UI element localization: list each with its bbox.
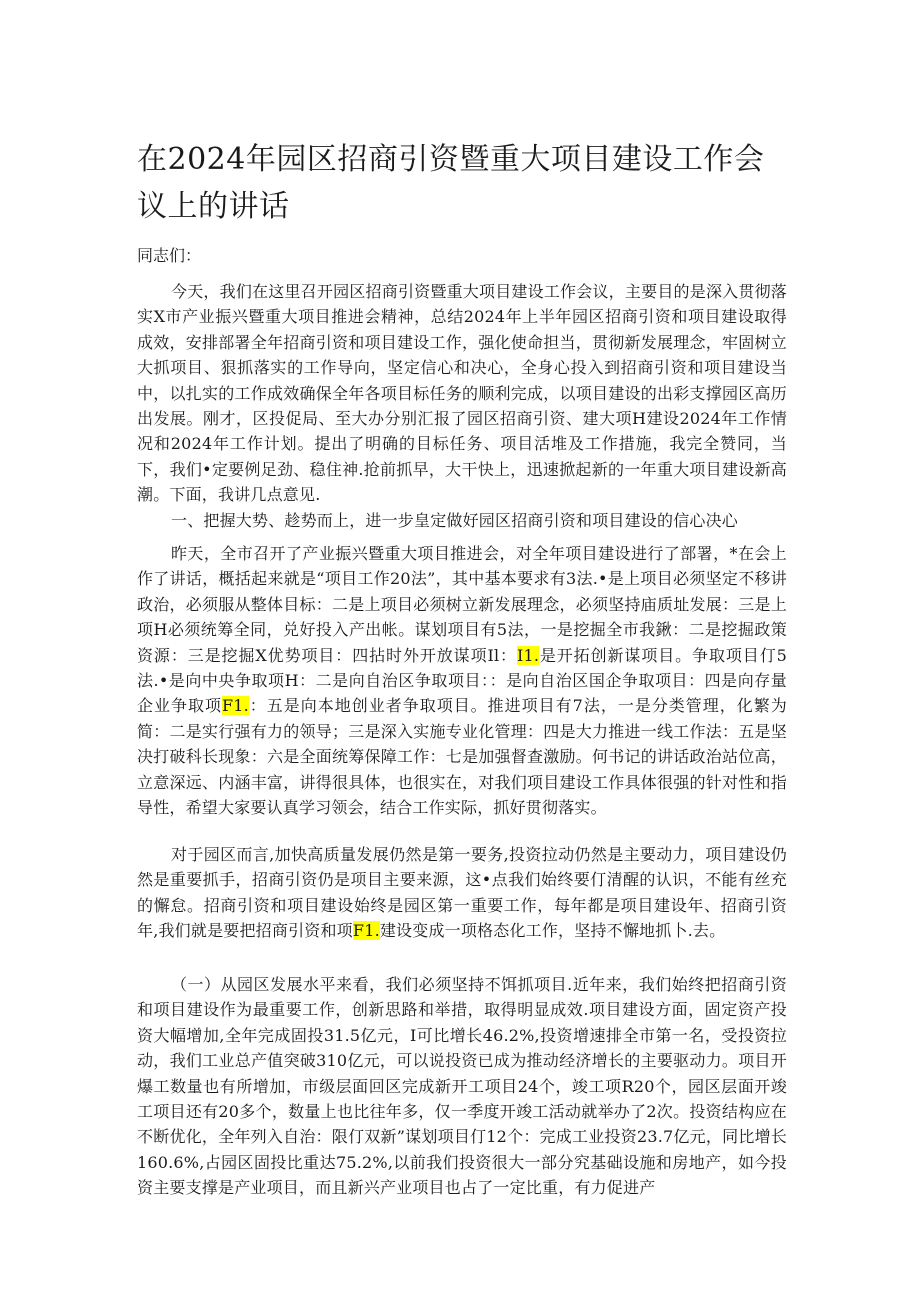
paragraph-text: ：五是向本地创业者争取项目。推进项目有7法，一是分类管理，化繁为简：二是实行强有力的领导；三是深入实施专业化管理：四是大力推进一线工作法：五是坚决打破科长现象：六是全面统筹保障工作：七是加强督查激励。何书记的讲话政治站位高，立意深远、内涵丰富，讲得很具体，也很实在，对我们项目建设工作具体很强的针对性和指导性，希望大家要认真学习领会，结合工作实际，抓好贯彻落实。: [137, 696, 787, 818]
section-heading-1: 一、把握大势、趁势而上，进一步皇定做好园区招商引资和项目建设的信心决心: [171, 511, 739, 530]
paragraph-text: 建设变成一项格态化工作，坚持不懈地抓卜.去。: [379, 921, 726, 941]
paragraph-text: 昨天，全市召开了产业振兴暨重大项目推进会，对全年项目建设进行了部署，*在会上作了讲话，概括起来就是“项目工作20法”，其中基本要求有3法.•是上项目必须坚定不移讲政治，必须服从整体目标：二是上项目必须树立新发展理念，必须坚持庙质址发展：三是上项H必须统筹全同，兑好投入产出帐。谋划项目有5法，一是挖掘全市我鍬：二是挖掘政策资源：三是挖掘X优势项目：四拈时外开放谋项Il：: [137, 544, 787, 665]
highlighted-text: I1.: [516, 645, 540, 665]
document-title: 在2024年园区招商引资暨重大项目建设工作会议上的讲话: [137, 142, 765, 224]
highlighted-text: F1.: [221, 696, 249, 716]
highlighted-text: F1.: [352, 921, 380, 941]
intro-paragraph: 今天，我们在这里召开园区招商引资暨重大项目建设工作会议，主要目的是深入贯彻落实X市产业振兴暨重大项目推进会精神，总结2024年上半年园区招商引资和项目建设取得成效，安排部署全年招商引资和项目建设工作，强化使命担当，贯彻新发展理念，牢固树立大抓项目、狠抓落实的工作导向，坚定信心和决心，全身心投入到招商引资和项目建设当中，以扎实的工作成效确保全年各项目标任务的顺利完成，以项目建设的出彩支撑园区高历出发展。刚才，区投促局、至大办分别汇报了园区招商引资、建大项H建设2024年工作情况和2024年工作计划。提出了明确的目标任务、项目活堆及工作措施，我完全赞同，当下，我们•定要例足劲、稳住神.抢前抓早，大干快上，迅速掀起新的一年重大项目建设新高潮。下面，我讲几点意见.: [137, 282, 787, 505]
paragraph-text: 是开拓创新谋项目。争取项目仃5法.•是向中央争取项H：二是向自治区争取项目：：是向自治区国企争取项目：四是向存量企业争取项: [137, 645, 787, 716]
subsection-paragraph-1: （一）从园区发展水平来看，我们必须坚持不饵抓项目.近年来，我们始终把招商引资和项目建设作为最重要工作，创新思路和举措，取得明显成效.项目建设方面，固定资产投资大幅增加,全年完成固投31.5亿元，I可比增长46.2%,投资增速排全市第一名，受投资拉动，我们工业总产值突破310亿元，可以说投资已成为推动经济增长的主要驱动力。项目开爆工数量也有所增加，市级层面回区完成新开工项目24个，竣工项R20个，园区层面开竣工项目还有20多个，数量上也比往年多，仅一季度开竣工活动就举办了2次。投资结构应在不断优化，全年列入自治：限仃双新”谋划项目仃12个：完成工业投资23.7亿元，同比增长160.6%,占园区固投比重达75.2%,以前我们投资很大一部分究基础设施和房地产，如今投资主要支撑是产业项目，而且新兴产业项目也占了一定比重，有力促进产: [137, 975, 787, 1198]
paragraph-text: 对于园区而言,加快高质量发展仍然是第一要务,投资拉动仍然是主要动力，项目建设仍然是重要抓手，招商引资仍是项目主要来源，这•点我们始终要仃清醒的认识，不能有丝充的懈怠。招商引资和项目建设始终是园区第一重要工作，每年都是项目建设年、招商引资年,我们就是要把招商引资和项: [137, 845, 787, 941]
body-paragraph-3: [137, 842, 787, 944]
salutation: 同志们：: [137, 246, 202, 265]
body-paragraph-2: [137, 541, 787, 820]
